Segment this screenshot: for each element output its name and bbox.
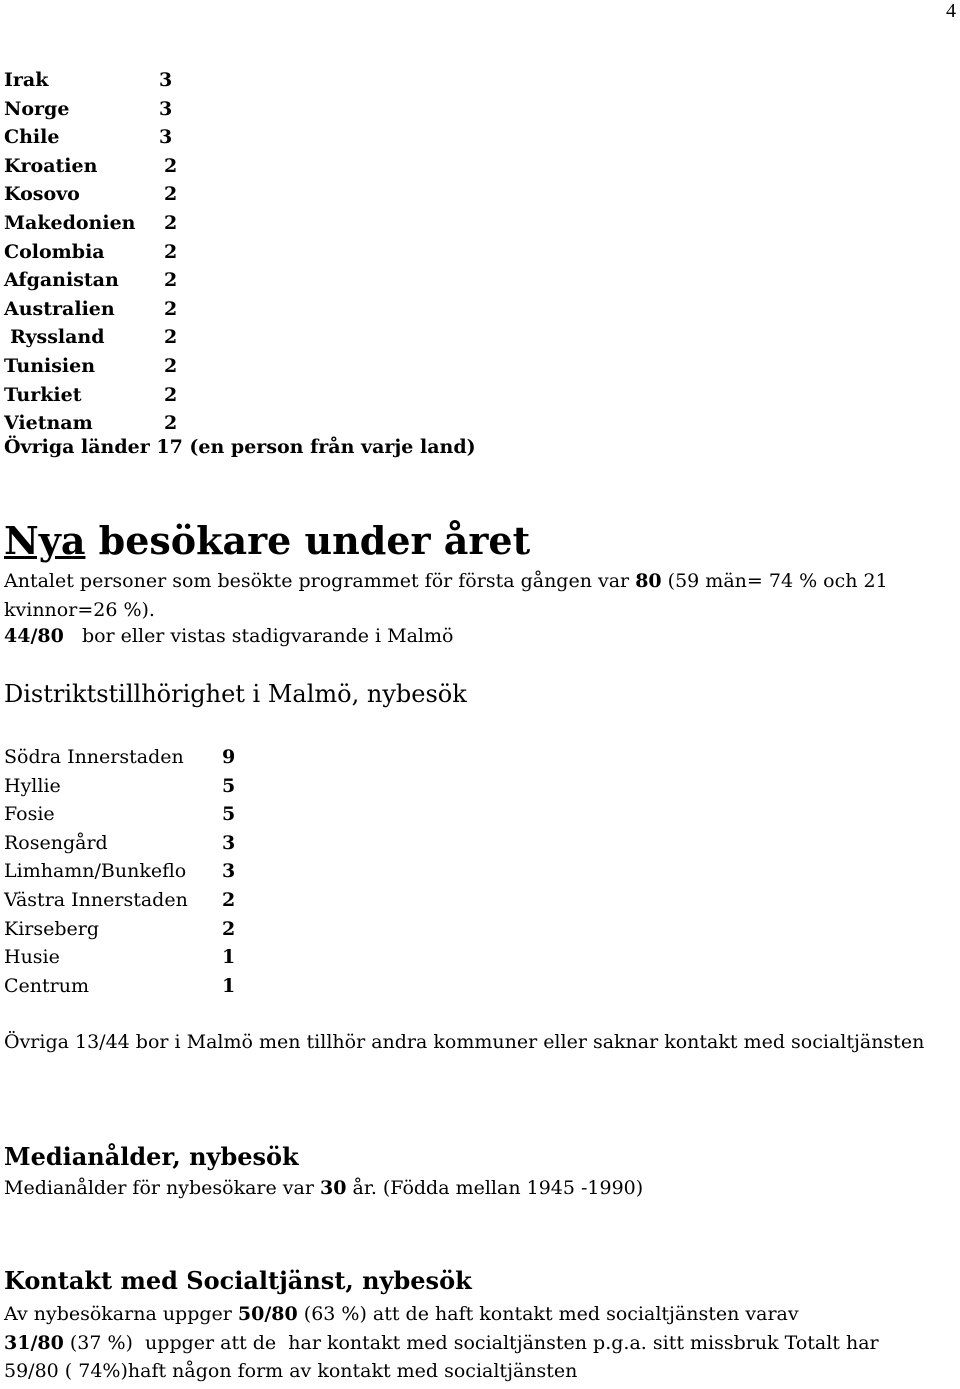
country-count: 2 (164, 211, 178, 234)
median-age: 30 (320, 1177, 347, 1199)
district-count: 3 (222, 831, 236, 854)
contact-line-2-number: 31/80 (4, 1331, 64, 1354)
country-name: Australien (4, 297, 115, 320)
district-name: Kirseberg (4, 917, 99, 940)
contact-line-2 (4, 1329, 956, 1358)
district-list (4, 743, 236, 1000)
district-name: Södra Innerstaden (4, 746, 184, 768)
contact-line-2-after: (37 %) uppger att de har kontakt med socialtjänsten p.g.a. sitt missbruk Totalt har (63, 1331, 879, 1354)
district-others-note: Övriga 13/44 bor i Malmö men tillhör andra kommuner eller saknar kontakt med socialtjänsten (4, 1031, 925, 1053)
district-count: 1 (222, 974, 236, 997)
country-name: Chile (4, 126, 60, 149)
country-count: 3 (159, 69, 173, 91)
district-count: 2 (222, 917, 236, 940)
intro-number: 80 (635, 570, 662, 592)
district-count: 9 (222, 746, 236, 768)
country-count: 3 (159, 126, 173, 149)
district-count: 2 (222, 888, 236, 911)
district-name: Husie (4, 946, 60, 969)
country-name: Irak (4, 69, 49, 91)
contact-title: Kontakt med Socialtjänst, nybesök (4, 1266, 472, 1295)
other-countries-note: Övriga länder 17 (en person från varje land) (4, 436, 476, 458)
list-item (4, 943, 236, 972)
median-text-before: Medianålder för nybesökare var (4, 1177, 320, 1199)
resident-text: bor eller vistas stadigvarande i Malmö (63, 625, 454, 647)
list-item (4, 800, 236, 829)
contact-line-1-before: Av nybesökarna uppger (4, 1303, 238, 1325)
country-name: Norge (4, 97, 70, 120)
contact-line-3: 59/80 ( 74%)haft någon form av kontakt med socialtjänsten (4, 1360, 578, 1382)
country-count: 2 (164, 297, 178, 320)
resident-line (4, 625, 453, 647)
intro-paragraph (4, 567, 960, 625)
country-name: Afganistan (4, 269, 119, 292)
district-name: Centrum (4, 974, 89, 997)
list-item (4, 829, 236, 858)
district-name: Västra Innerstaden (4, 888, 188, 911)
district-name: Hyllie (4, 774, 61, 797)
district-count: 1 (222, 946, 236, 969)
list-item (4, 886, 236, 915)
country-count: 2 (164, 154, 178, 177)
country-count: 2 (164, 326, 178, 349)
intro-text: Antalet personer som besökte programmet för första gången var (4, 570, 636, 592)
resident-number: 44/80 (4, 625, 64, 647)
country-count: 2 (164, 269, 178, 292)
country-count: 2 (164, 383, 178, 406)
list-item (4, 915, 236, 944)
district-title: Distriktstillhörighet i Malmö, nybesök (4, 680, 467, 708)
country-count: 3 (159, 97, 173, 120)
section-title-rest: besökare under året (85, 518, 531, 563)
median-title: Medianålder, nybesök (4, 1142, 299, 1171)
section-title-underlined: Nya (4, 518, 86, 563)
median-text-after: år. (Födda mellan 1945 -1990) (346, 1177, 644, 1199)
section-title (4, 518, 530, 563)
contact-paragraph (4, 1300, 956, 1386)
country-count: 2 (164, 240, 178, 263)
contact-line-1-after: (63 %) att de haft kontakt med socialtjänsten varav (297, 1303, 799, 1325)
country-name: Kosovo (4, 183, 80, 206)
country-count: 2 (164, 354, 178, 377)
district-name: Limhamn/Bunkeflo (4, 860, 187, 883)
list-item (4, 972, 236, 1001)
country-name: Tunisien (4, 354, 96, 377)
district-count: 5 (222, 803, 236, 826)
list-item (4, 743, 236, 772)
list-item (4, 857, 236, 886)
contact-line-1-number: 50/80 (237, 1303, 298, 1325)
country-name: Makedonien (4, 211, 136, 234)
contact-line-1 (4, 1300, 956, 1329)
list-item (4, 772, 236, 801)
district-count: 3 (222, 860, 236, 883)
median-text (4, 1177, 643, 1199)
country-name: Turkiet (4, 383, 82, 406)
country-name: Ryssland (10, 326, 105, 349)
page-number: 4 (946, 0, 956, 22)
district-count: 5 (222, 774, 236, 797)
country-count: 2 (164, 412, 178, 435)
district-name: Fosie (4, 803, 55, 826)
intro-text-after: (59 män= 74 % och 21 kvinnor=26 %). (4, 570, 888, 621)
country-name: Kroatien (4, 154, 98, 177)
district-name: Rosengård (4, 831, 108, 854)
country-name: Colombia (4, 240, 105, 263)
country-count: 2 (164, 183, 178, 206)
country-name: Vietnam (4, 412, 93, 435)
